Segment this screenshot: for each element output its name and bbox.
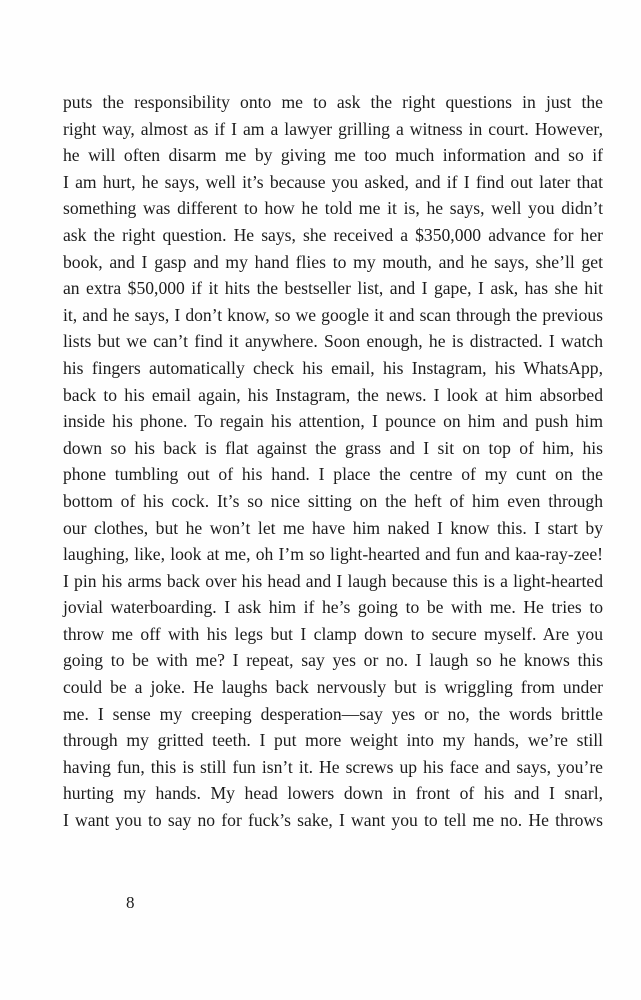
text-line: throw me off with his legs but I clamp down to secure myself. Are you: [63, 623, 603, 644]
text-line: he will often disarm me by giving me too much information and so if: [63, 145, 603, 166]
text-line: something was different to how he told me it is, he says, well you didn’t: [63, 198, 603, 219]
body-text: [63, 89, 603, 834]
page-number: 8: [126, 893, 135, 912]
text-line: an extra $50,000 if it hits the bestseller list, and I gape, I ask, has she hit: [63, 278, 603, 299]
text-line: his fingers automatically check his email, his Instagram, his WhatsApp,: [63, 357, 603, 378]
text-line: book, and I gasp and my hand flies to my mouth, and he says, she’ll get: [63, 251, 603, 272]
text-line: through my gritted teeth. I put more weight into my hands, we’re still: [63, 730, 603, 751]
text-line: laughing, like, look at me, oh I’m so light-hearted and fun and kaa-ray-zee!: [63, 544, 603, 565]
text-line: jovial waterboarding. I ask him if he’s going to be with me. He tries to: [63, 597, 603, 618]
text-line: it, and he says, I don’t know, so we google it and scan through the previous: [63, 304, 603, 325]
text-line: phone tumbling out of his hand. I place the centre of my cunt on the: [63, 464, 603, 485]
text-line: down so his back is flat against the grass and I sit on top of him, his: [63, 437, 603, 458]
text-line: could be a joke. He laughs back nervously but is wriggling from under: [63, 677, 603, 698]
text-line: bottom of his cock. It’s so nice sitting on the heft of him even through: [63, 490, 603, 511]
text-line: puts the responsibility onto me to ask the right questions in just the: [63, 92, 603, 112]
text-line: me. I sense my creeping desperation—say yes or no, the words brittle: [63, 703, 603, 724]
text-line: lists but we can’t find it anywhere. Soon enough, he is distracted. I watch: [63, 331, 603, 352]
text-line: I want you to say no for fuck’s sake, I want you to tell me no. He throws: [63, 810, 603, 831]
text-line: back to his email again, his Instagram, the news. I look at him absorbed: [63, 384, 603, 405]
text-line: ask the right question. He says, she received a $350,000 advance for her: [63, 224, 603, 245]
text-line: having fun, this is still fun isn’t it. He screws up his face and says, you’re: [63, 756, 603, 777]
text-line: our clothes, but he won’t let me have him naked I know this. I start by: [63, 517, 603, 538]
text-line: going to be with me? I repeat, say yes or no. I laugh so he knows this: [63, 650, 603, 671]
text-line: inside his phone. To regain his attention, I pounce on him and push him: [63, 411, 603, 432]
text-line: I pin his arms back over his head and I laugh because this is a light-hearted: [63, 570, 603, 591]
text-line: I am hurt, he says, well it’s because you asked, and if I find out later that: [63, 171, 603, 192]
text-line: right way, almost as if I am a lawyer grilling a witness in court. However,: [63, 118, 603, 139]
text-line: hurting my hands. My head lowers down in front of his and I snarl,: [63, 783, 603, 804]
